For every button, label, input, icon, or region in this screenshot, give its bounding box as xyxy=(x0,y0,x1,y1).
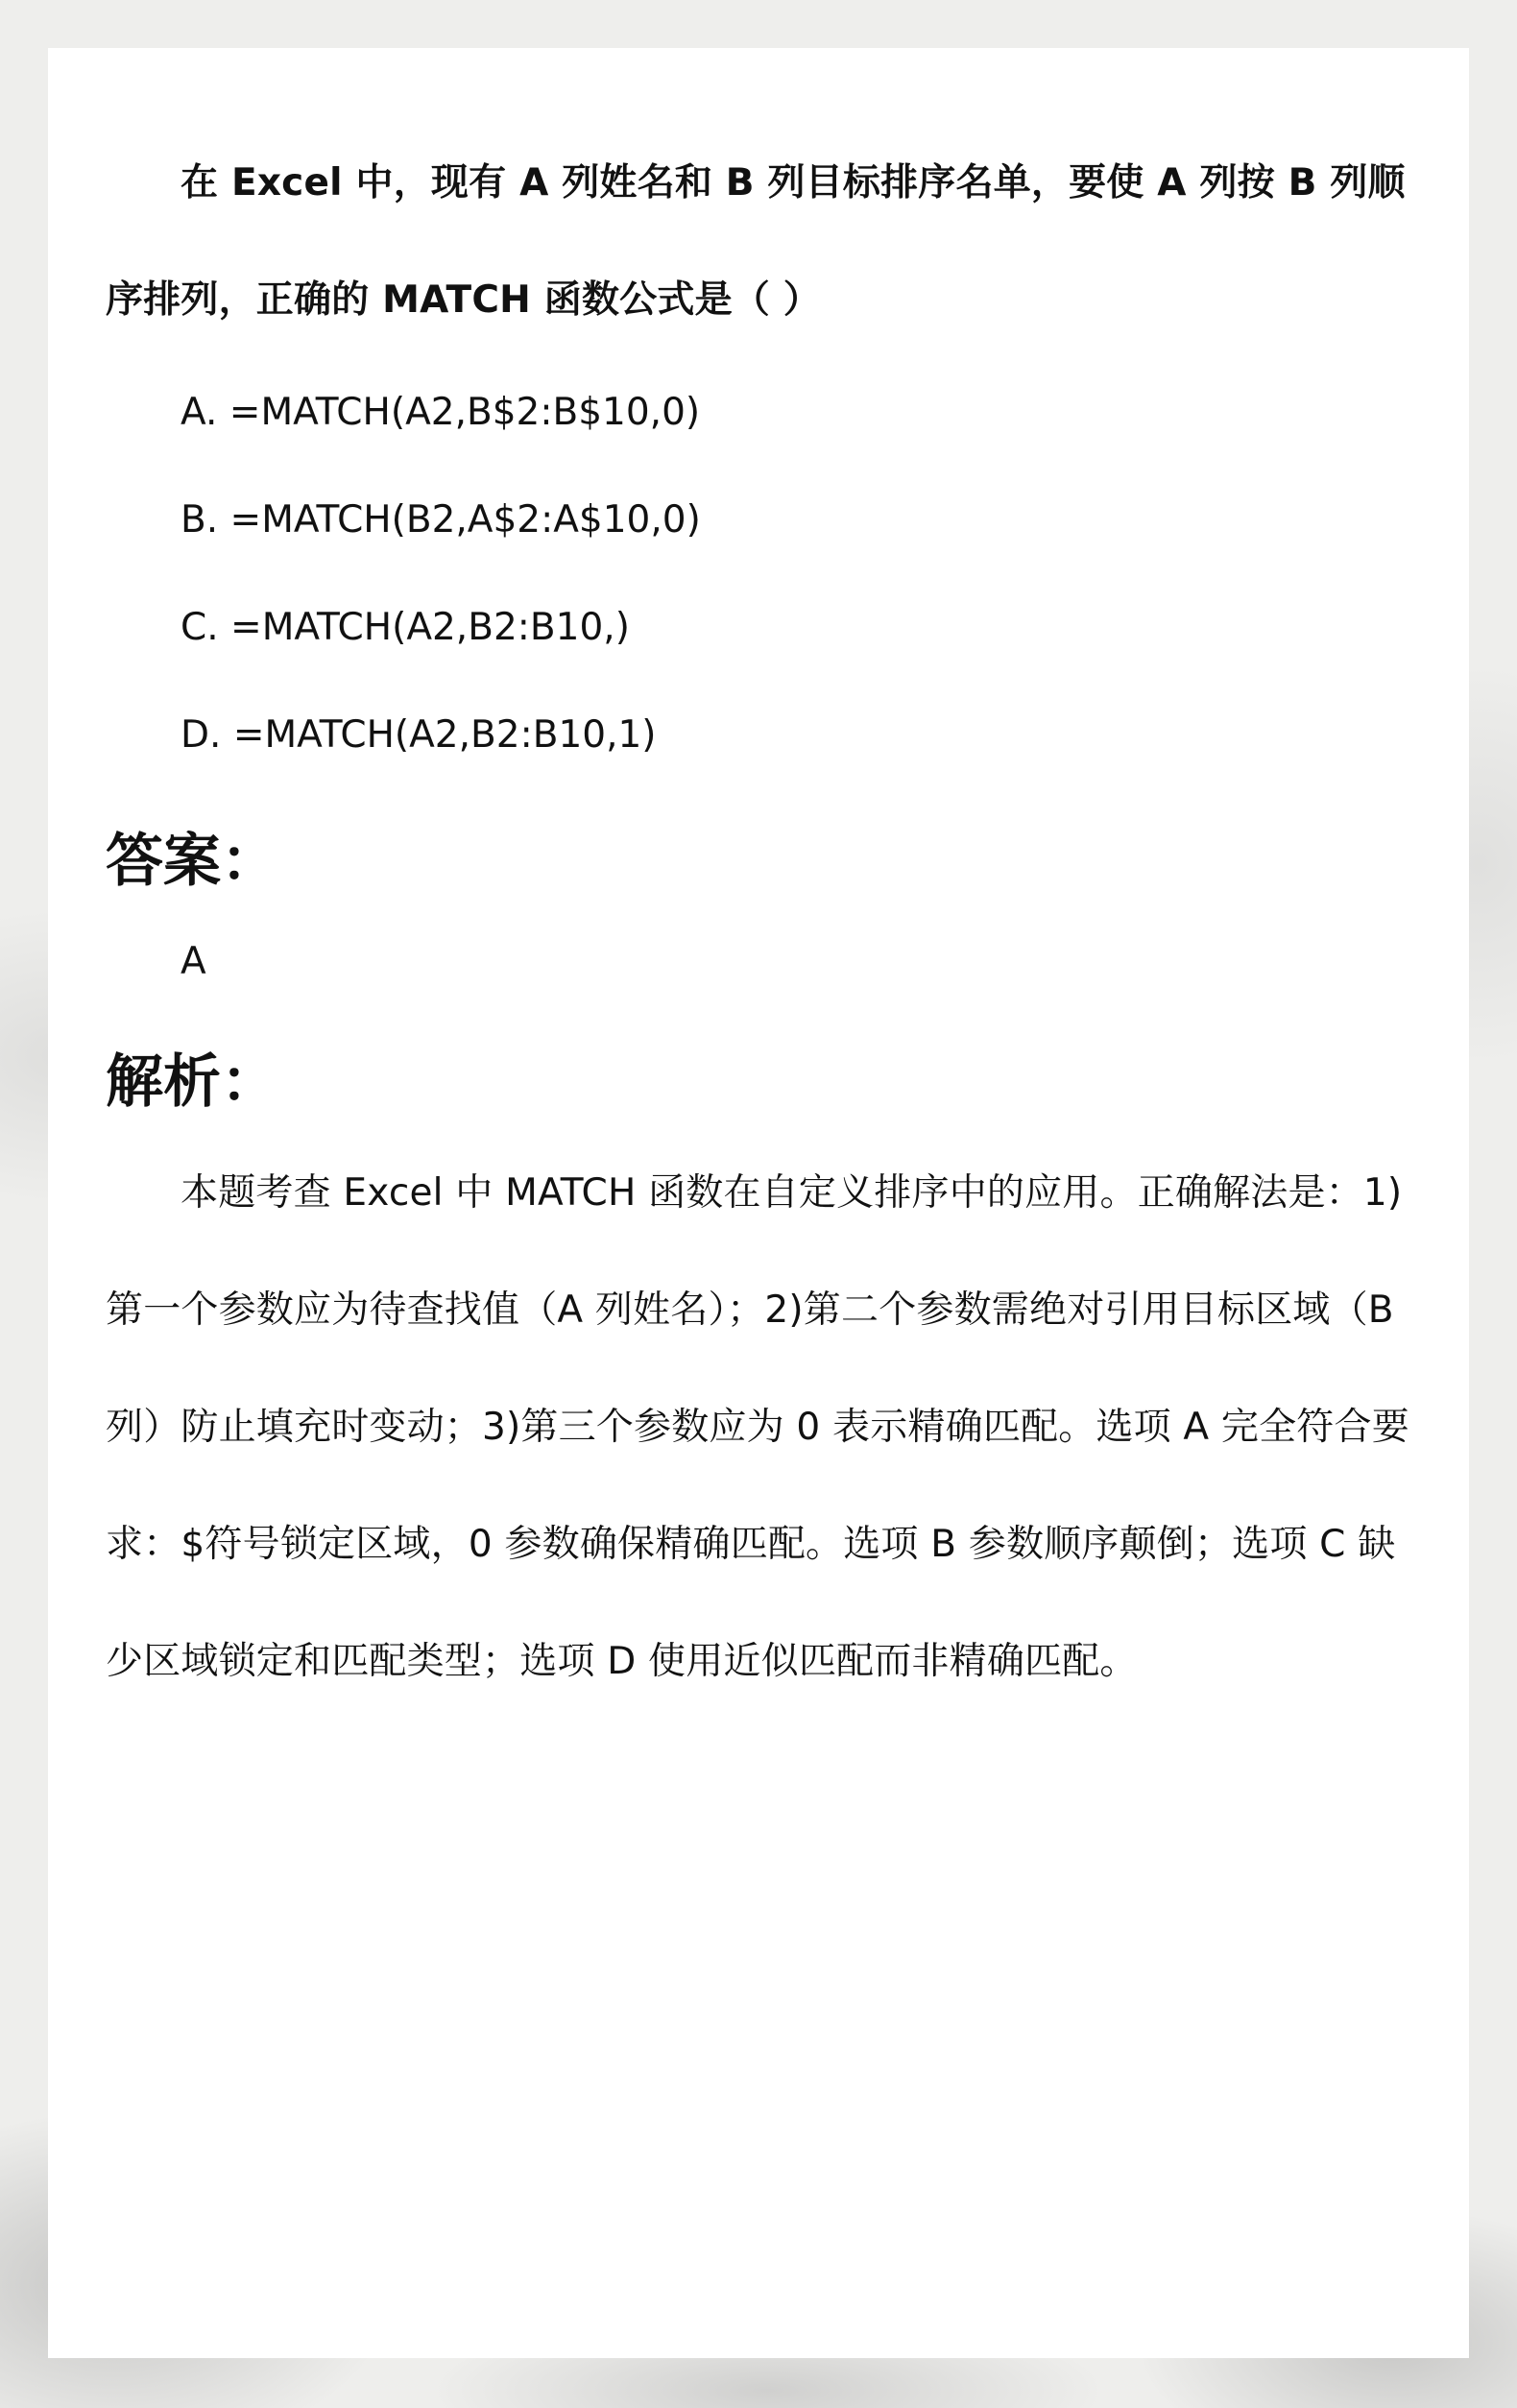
answer-value: A xyxy=(181,940,206,983)
document-page xyxy=(48,48,1469,2358)
answer-heading: 答案： xyxy=(106,828,278,895)
option-d: D. =MATCH(A2,B2:B10,1) xyxy=(181,713,657,757)
options-list xyxy=(106,359,1411,789)
option-b: B. =MATCH(B2,A$2:A$10,0) xyxy=(181,498,701,542)
analysis-heading: 解析： xyxy=(106,1048,278,1116)
question-text: 在 Excel 中，现有 A 列姓名和 B 列目标排序名单，要使 A 列按 B 列顺序排列，正确的 MATCH 函数公式是（ ） xyxy=(106,161,1406,322)
option-a: A. =MATCH(A2,B$2:B$10,0) xyxy=(181,391,701,434)
option-c: C. =MATCH(A2,B2:B10,) xyxy=(181,606,630,649)
analysis-text: 本题考查 Excel 中 MATCH 函数在自定义排序中的应用。正确解法是：1)第一个参数应为待查找值（A 列姓名）；2)第二个参数需绝对引用目标区域（B 列）防止填充时变动；3)第三个参数应为 0 表示精确匹配。选项 A 完全符合要求：$符号锁定区域，0 参数确保精确匹配。选项 B 参数顺序颠倒；选项 C 缺少区域锁定和匹配类型；选项 D 使用近似匹配而非精确匹配。 xyxy=(106,1171,1409,1683)
